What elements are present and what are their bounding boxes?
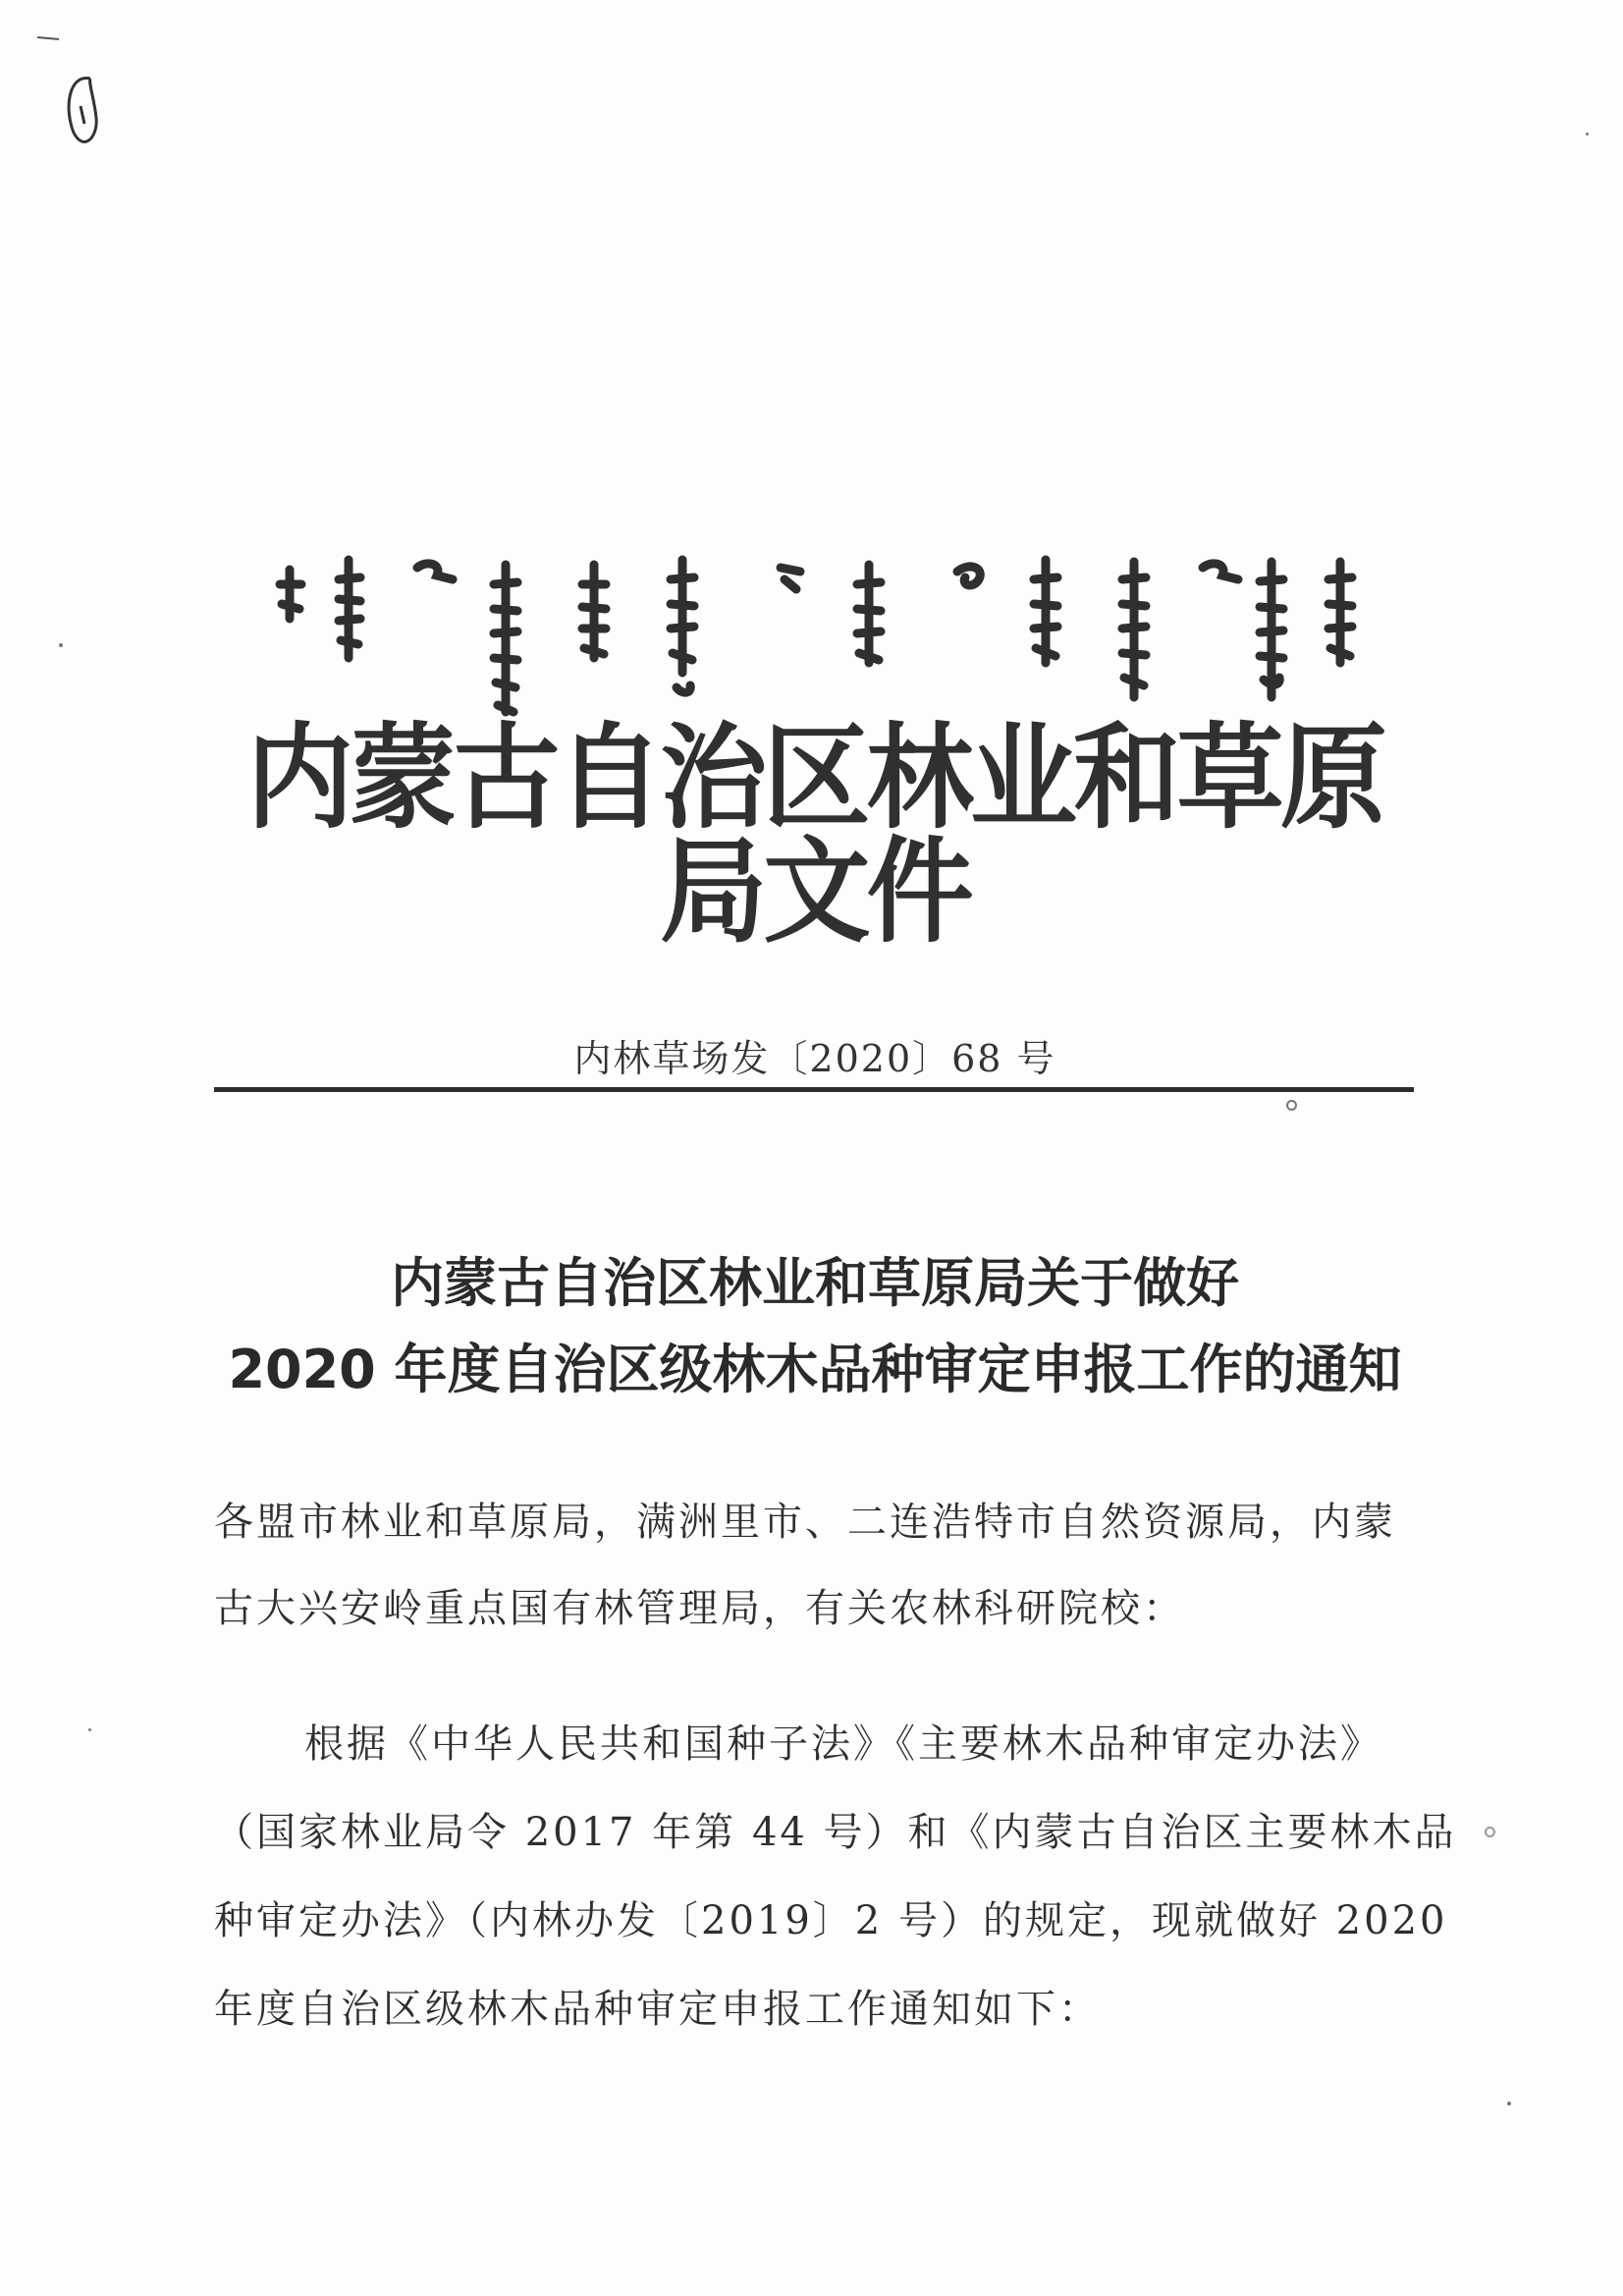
addressee-line-2: 古大兴安岭重点国有林管理局，有关农林科研院校：: [214, 1586, 1185, 1631]
scan-speck: [1586, 133, 1589, 136]
addressee-line-1: 各盟市林业和草原局，满洲里市、二连浩特市自然资源局，内蒙: [214, 1500, 1396, 1545]
handwritten-page-mark: [29, 29, 108, 157]
masthead-title: 内蒙古自治区林业和草原局文件: [245, 712, 1384, 958]
paragraph-line-4: 年度自治区级林木品种审定申报工作通知如下：: [214, 1987, 1101, 2032]
scan-speck: [1485, 1827, 1495, 1837]
paragraph-line-2: （国家林业局令 2017 年第 44 号）和《内蒙古自治区主要林木品: [214, 1810, 1457, 1855]
paragraph-line-3: 种审定办法》（内林办发〔2019〕2 号）的规定，现就做好 2020: [214, 1898, 1448, 1943]
document-title-line-1: 内蒙古自治区林业和草原局关于做好: [391, 1252, 1239, 1314]
scan-speck: [1507, 2102, 1511, 2105]
mongolian-script-header: [270, 550, 1360, 727]
scan-speck: [1286, 1100, 1297, 1111]
scan-speck: [59, 643, 63, 647]
document-number: 内林草场发〔2020〕68 号: [573, 1037, 1056, 1080]
paragraph-line-1: 根据《中华人民共和国种子法》《主要林木品种审定办法》: [304, 1722, 1382, 1767]
document-title-line-2: 2020 年度自治区级林木品种审定申报工作的通知: [228, 1339, 1402, 1400]
scan-speck: [88, 1728, 91, 1731]
masthead-separator-line: [214, 1087, 1414, 1092]
